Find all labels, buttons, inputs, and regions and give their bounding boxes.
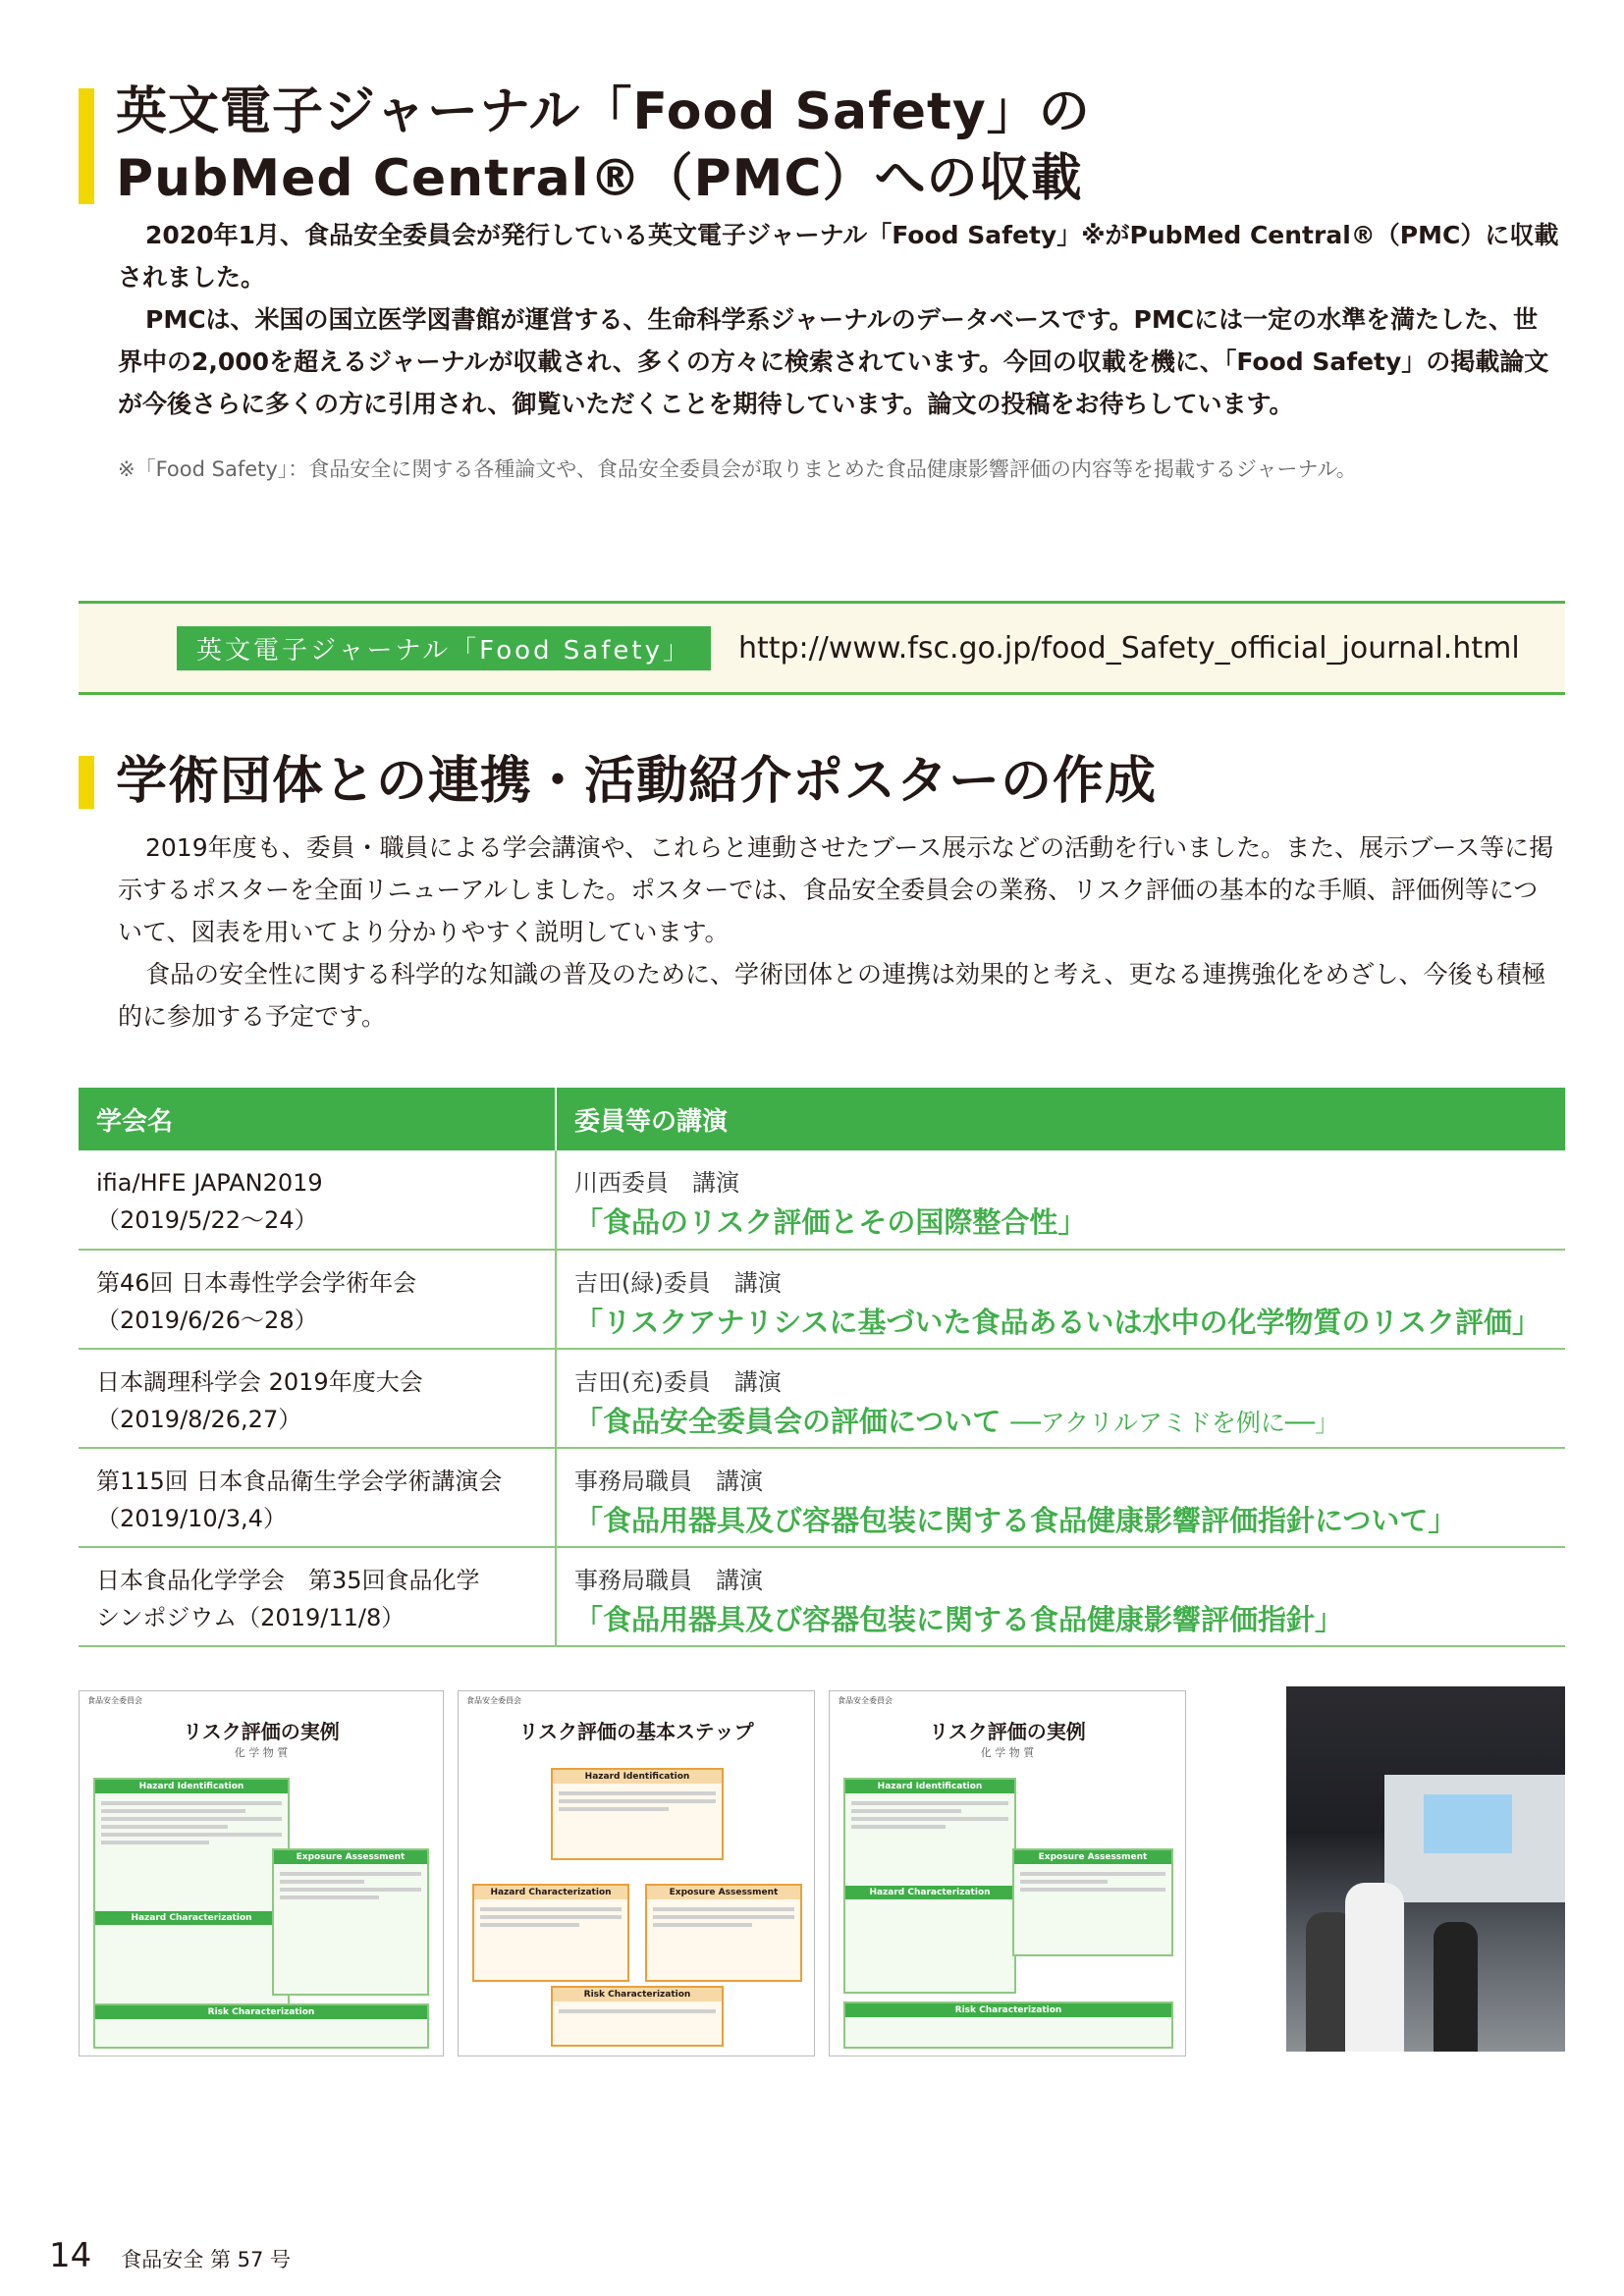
- section2-paragraph-1: 2019年度も、委員・職員による学会講演や、これらと連動させたブース展示などの活動を行いました。また、展示ブース等に掲示するポスターを全面リニューアルしました。ポスターでは、食品安全委員会の業務、リスク評価の基本的な手順、評価例等について、図表を用いてより分かりやすく説明しています。: [118, 833, 1554, 946]
- society-cell: [79, 1150, 556, 1250]
- poster-risk-example-acrylamide: [79, 1690, 444, 2056]
- lecture-title: [574, 1403, 1547, 1442]
- lecture-title: 「食品のリスク評価とその国際整合性」: [574, 1205, 1087, 1239]
- speaker: 吉田(緑)委員 講演: [574, 1269, 782, 1297]
- poster-box-title: Risk Characterization: [95, 2005, 427, 2019]
- lecture-title: 「食品用器具及び容器包装に関する食品健康影響評価指針について」: [574, 1504, 1457, 1537]
- poster-box: [843, 2002, 1173, 2049]
- poster-box-title: Risk Characterization: [845, 2003, 1171, 2017]
- poster-title: リスク評価の実例: [929, 1720, 1086, 1743]
- poster-step-title: Hazard Identification: [553, 1770, 722, 1784]
- poster-box-title: Hazard Identification: [95, 1780, 288, 1793]
- table-row: [79, 1349, 1565, 1448]
- section2-heading: [79, 748, 1157, 815]
- speaker: 事務局職員 講演: [574, 1567, 763, 1594]
- table-row: [79, 1547, 1565, 1646]
- poster-header: 食品安全委員会: [87, 1696, 142, 1705]
- page-number: 14: [49, 2236, 92, 2275]
- poster-box-title: Exposure Assessment: [1014, 1850, 1171, 1864]
- lecture-title-main: 「食品安全委員会の評価について: [574, 1405, 1001, 1438]
- poster-step-title: Risk Characterization: [553, 1988, 722, 2002]
- page-footer: [49, 2236, 291, 2275]
- speaker: 事務局職員 講演: [574, 1468, 763, 1495]
- poster-subtitle: 化 学 物 質: [980, 1746, 1035, 1759]
- journal-link-label: 英文電子ジャーナル「Food Safety」: [177, 626, 711, 670]
- speaker: 川西委員 講演: [574, 1169, 739, 1197]
- society-cell: [79, 1349, 556, 1448]
- section1-title-line2: PubMed Central®（PMC）への収載: [116, 149, 1083, 208]
- section2-paragraph-2: 食品の安全性に関する科学的な知識の普及のために、学術団体との連携は効果的と考え、更なる連携強化をめざし、今後も積極的に参加する予定です。: [118, 960, 1546, 1031]
- publication-name: 食品安全 第 57 号: [121, 2248, 292, 2271]
- section2-body: [118, 827, 1561, 1038]
- society-cell: [79, 1250, 556, 1349]
- society-date: （2019/8/26,27）: [96, 1406, 302, 1433]
- lecture-cell: [556, 1547, 1565, 1646]
- table-header-row: [79, 1088, 1565, 1150]
- poster-step-box: [645, 1884, 802, 1982]
- poster-step-box: [551, 1768, 724, 1860]
- poster-title: リスク評価の実例: [183, 1720, 340, 1743]
- section1-paragraph-1: 2020年1月、食品安全委員会が発行している英文電子ジャーナル「Food Safety」※がPubMed Central®（PMC）に収載されました。: [118, 221, 1559, 292]
- poster-box: [93, 1778, 290, 2013]
- poster-basic-steps: [458, 1690, 815, 2056]
- society-date: （2019/6/26～28）: [96, 1307, 318, 1334]
- society-date: （2019/10/3,4）: [96, 1505, 287, 1532]
- society-name: 第115回 日本食品衛生学会学術講演会: [96, 1468, 503, 1495]
- lecture-cell: [556, 1150, 1565, 1250]
- poster-title: リスク評価の基本ステップ: [518, 1720, 754, 1743]
- poster-subtitle: 化 学 物 質: [234, 1746, 289, 1759]
- table-row: [79, 1150, 1565, 1250]
- poster-box: [1012, 1848, 1173, 1956]
- heading-accent-bar: [79, 88, 94, 204]
- society-cell: [79, 1547, 556, 1646]
- poster-box-title: Hazard Identification: [845, 1780, 1014, 1793]
- table-header-society: 学会名: [79, 1088, 556, 1150]
- table-header-lecture: 委員等の講演: [556, 1088, 1565, 1150]
- visitor-figure: [1345, 1883, 1404, 2052]
- society-name: 日本食品化学学会 第35回食品化学: [96, 1567, 480, 1594]
- poster-box-title: Hazard Characterization: [95, 1911, 288, 1925]
- section1-footnote: ※「Food Safety」：食品安全に関する各種論文や、食品安全委員会が取りまとめた食品健康影響評価の内容等を掲載するジャーナル。: [118, 457, 1357, 481]
- poster-box: [843, 1778, 1016, 1994]
- poster-step-title: Exposure Assessment: [647, 1886, 800, 1899]
- poster-risk-example-chromium: [829, 1690, 1186, 2056]
- society-name: 第46回 日本毒性学会学術年会: [96, 1269, 417, 1297]
- section2-title: 学術団体との連携・活動紹介ポスターの作成: [116, 752, 1158, 811]
- section1-paragraph-2: PMCは、米国の国立医学図書館が運営する、生命科学系ジャーナルのデータベースです。PMCには一定の水準を満たした、世界中の2,000を超えるジャーナルが収載され、多くの方々に検索されています。今回の収載を機に、「Food Safety」の掲載論文が今後さらに多くの方に引用され、御覧いただくことを期待しています。論文の投稿をお待ちしています。: [118, 305, 1549, 418]
- poster-header: 食品安全委員会: [838, 1696, 893, 1705]
- poster-box-title: Hazard Characterization: [845, 1886, 1014, 1899]
- section1-title-line1: 英文電子ジャーナル「Food Safety」の: [116, 82, 1091, 141]
- section1-title: [116, 79, 1091, 212]
- lecture-title: 「食品用器具及び容器包装に関する食品健康影響評価指針」: [574, 1603, 1344, 1636]
- lecture-cell: [556, 1448, 1565, 1547]
- poster-step-box: [551, 1986, 724, 2047]
- society-date: シンポジウム（2019/11/8）: [96, 1604, 406, 1631]
- poster-box-title: Exposure Assessment: [274, 1850, 427, 1864]
- lecture-cell: [556, 1250, 1565, 1349]
- society-date: （2019/5/22～24）: [96, 1206, 318, 1234]
- journal-link-box: [79, 601, 1565, 695]
- poster-header: 食品安全委員会: [466, 1696, 521, 1705]
- section1-heading: [79, 79, 1091, 212]
- poster-step-box: [472, 1884, 629, 1982]
- poster-box: [272, 1848, 429, 1996]
- society-name: ifia/HFE JAPAN2019: [96, 1169, 323, 1197]
- poster-step-title: Hazard Characterization: [474, 1886, 627, 1899]
- speaker: 吉田(充)委員 講演: [574, 1368, 782, 1396]
- lecture-cell: [556, 1349, 1565, 1448]
- journal-url-link[interactable]: http://www.fsc.go.jp/food_Safety_official_journal.html: [737, 630, 1520, 666]
- society-cell: [79, 1448, 556, 1547]
- section1-body: [118, 214, 1561, 425]
- table-row: [79, 1448, 1565, 1547]
- table-row: [79, 1250, 1565, 1349]
- lecture-title-sub: ──アクリルアミドを例に──」: [1010, 1409, 1339, 1437]
- lecture-table: [79, 1088, 1565, 1647]
- society-name: 日本調理科学会 2019年度大会: [96, 1368, 423, 1396]
- booth-panel: [1424, 1794, 1512, 1853]
- lecture-title: 「リスクアナリシスに基づいた食品あるいは水中の化学物質のリスク評価」: [574, 1306, 1541, 1339]
- heading-accent-bar: [79, 756, 94, 809]
- booth-photo: [1286, 1686, 1565, 2052]
- visitor-figure: [1434, 1922, 1478, 2052]
- poster-box: [93, 2003, 429, 2049]
